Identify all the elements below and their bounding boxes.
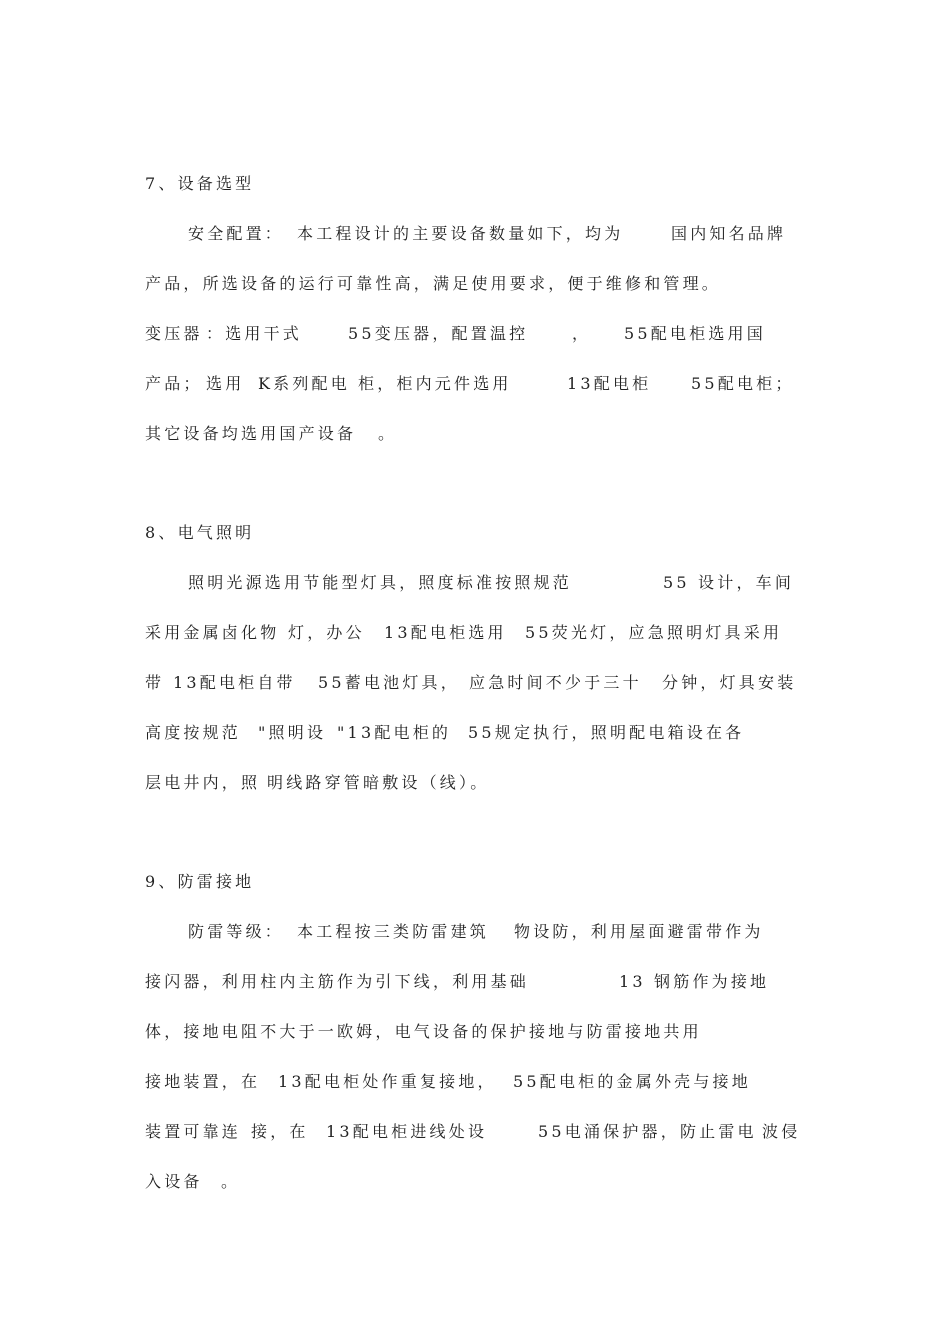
text-segment: 55配电柜选用国 <box>624 324 766 343</box>
text-segment: 装置可靠连 <box>145 1122 242 1141</box>
text-segment: 。 <box>221 1172 241 1191</box>
paragraph-line <box>0 1122 950 1144</box>
text-segment: 波侵 <box>762 1122 801 1141</box>
text-segment: 体，接地电阻不大于一欧姆，电气设备的保护接地与防雷接地共用 <box>145 1022 702 1041</box>
text-segment: 其它设备均选用国产设备 <box>145 424 357 443</box>
section-heading <box>145 523 545 545</box>
paragraph-line <box>0 573 950 595</box>
text-segment: 照明光源选用节能型灯具，照度标准按照规范 <box>188 573 573 592</box>
text-segment: 55配电柜的金属外壳与接地 <box>513 1072 751 1091</box>
paragraph-line <box>0 224 950 246</box>
text-segment: ：选用干式 <box>206 324 303 343</box>
text-segment: 灯，办公 <box>288 623 365 642</box>
text-segment: 高度按规范 <box>145 723 242 742</box>
text-segment: 55电涌保护器，防止雷电 <box>538 1122 757 1141</box>
text-segment: 柜，柜内元件选用 <box>358 374 512 393</box>
text-segment: 变压器 <box>145 324 203 343</box>
text-segment: 55配电柜； <box>691 374 795 393</box>
text-segment: 入设备 <box>145 1172 203 1191</box>
text-segment: 接地装置，在 <box>145 1072 261 1091</box>
paragraph-line <box>0 424 950 446</box>
section-heading <box>145 872 545 894</box>
text-segment: 产品，所选设备的运行可靠性高，满足使用要求，便于维修和管理。 <box>145 274 722 293</box>
text-segment: 产品； <box>145 374 203 393</box>
text-segment: 本工程设计的主要设备数量如下，均为 <box>297 224 624 243</box>
text-segment: 13配电柜自带 <box>173 673 296 692</box>
paragraph-line <box>0 922 950 944</box>
text-segment: "13配电柜的 <box>337 723 452 742</box>
text-segment: 接，在 <box>251 1122 309 1141</box>
text-segment: 国内知名品牌 <box>671 224 787 243</box>
paragraph-line <box>0 374 950 396</box>
paragraph-line <box>0 673 950 695</box>
text-segment: 13配电柜 <box>567 374 652 393</box>
paragraph-line <box>0 723 950 745</box>
paragraph-line <box>0 972 950 994</box>
text-segment: 13 钢筋作为接地 <box>619 972 770 991</box>
text-segment: ， <box>572 324 592 343</box>
text-segment: 接闪器，利用柱内主筋作为引下线，利用基础 <box>145 972 530 991</box>
section-heading <box>145 174 545 196</box>
text-segment: K系列配电 <box>258 374 350 393</box>
text-segment: "照明设 <box>258 723 327 742</box>
text-segment: 层电井内，照 <box>145 773 261 792</box>
paragraph-line <box>0 623 950 645</box>
text-segment: 明线路穿管暗敷设（线）。 <box>267 773 490 792</box>
text-segment: 选用 <box>206 374 245 393</box>
section-heading-text: 7、设备选型 <box>145 174 255 193</box>
text-segment: 55变压器，配置温控 <box>348 324 529 343</box>
text-segment: 物设防，利用屋面避雷带作为 <box>514 922 764 941</box>
paragraph-line <box>0 324 950 346</box>
text-segment: 55蓄电池灯具， <box>318 673 460 692</box>
text-segment: 分钟，灯具安装 <box>662 673 797 692</box>
section-heading-text: 9、防雷接地 <box>145 872 255 891</box>
paragraph-line <box>0 1022 950 1044</box>
text-segment: 带 <box>145 673 165 692</box>
text-segment: 13配电柜进线处设 <box>326 1122 488 1141</box>
text-segment: 13配电柜选用 <box>384 623 507 642</box>
text-segment: 55荧光灯，应急照明灯具采用 <box>525 623 783 642</box>
text-segment: 采用金属卤化物 <box>145 623 280 642</box>
text-segment: 。 <box>378 424 398 443</box>
paragraph-line <box>0 1172 950 1194</box>
paragraph-line <box>0 274 950 296</box>
text-segment: 防雷等级： <box>188 922 285 941</box>
section-heading-text: 8、电气照明 <box>145 523 255 542</box>
text-segment: 55规定执行，照明配电箱设在各 <box>468 723 745 742</box>
text-segment: 安全配置： <box>188 224 285 243</box>
paragraph-line <box>0 1072 950 1094</box>
text-segment: 55 设计，车间 <box>663 573 795 592</box>
paragraph-line <box>0 773 950 795</box>
text-segment: 应急时间不少于三十 <box>469 673 642 692</box>
text-segment: 本工程按三类防雷建筑 <box>297 922 490 941</box>
text-segment: 13配电柜处作重复接地， <box>278 1072 497 1091</box>
